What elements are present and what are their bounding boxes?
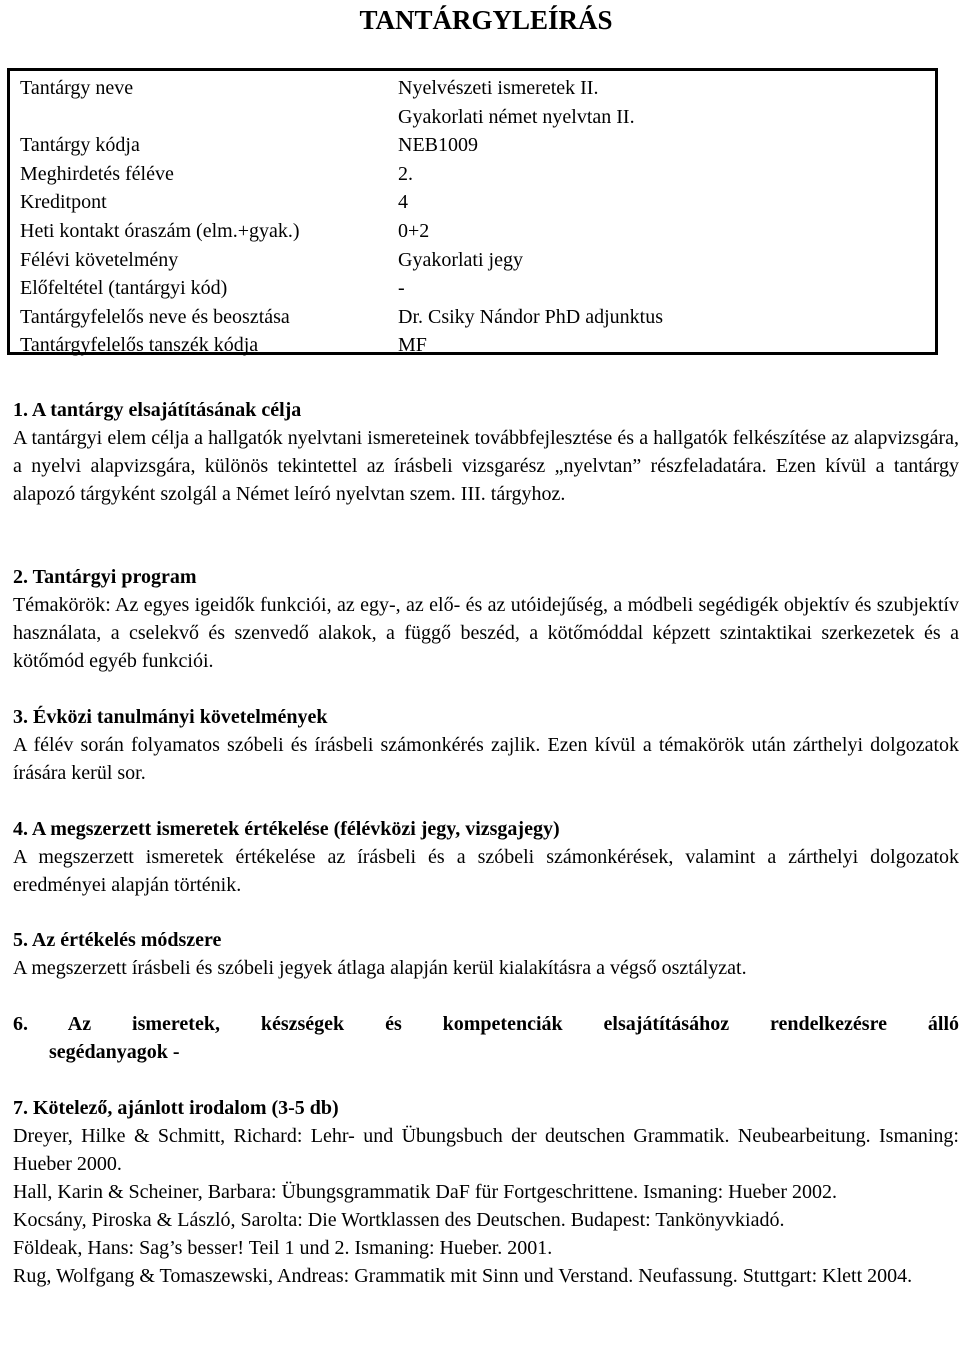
credit-value: 4	[398, 191, 408, 213]
section-1	[13, 396, 959, 508]
semester-label: Meghirdetés féléve	[20, 163, 174, 185]
subject-name-value-1: Nyelvészeti ismeretek II.	[398, 77, 599, 99]
section-3	[13, 703, 959, 787]
row-code	[20, 131, 478, 159]
department-value: MF	[398, 334, 427, 356]
document-title: TANTÁRGYLEÍRÁS	[359, 5, 613, 35]
reference-item: Hall, Karin & Scheiner, Barbara: Übungsgrammatik DaF für Fortgeschrittene. Ismaning: Hueber 2002.	[13, 1181, 837, 1203]
hours-value: 0+2	[398, 220, 430, 242]
row-requirement	[20, 246, 523, 274]
course-info-table	[7, 68, 938, 355]
row-subject-name	[20, 74, 635, 128]
section-6	[13, 1010, 959, 1066]
section-7-heading: 7. Kötelező, ajánlott irodalom (3-5 db)	[13, 1097, 339, 1119]
section-6-heading-line-2: segédanyagok -	[49, 1041, 180, 1063]
section-2	[13, 563, 959, 675]
row-hours	[20, 217, 430, 245]
section-3-body: A félév során folyamatos szóbeli és írásbeli számonkérés zajlik. Ezen kívül a témakörök után zárthelyi dolgozatok írására kerül sor.	[13, 734, 959, 784]
row-department	[20, 331, 427, 359]
section-2-body: Témakörök: Az egyes igeidők funkciói, az egy-, az elő- és az utóidejűség, a módbeli segédigék objektív és szubjektív használata, a cselekvő és szenvedő alakok, a függő beszéd, a kötőmóddal képzett szintaktikai szerkezetek és a kötőmód egyéb funkciói.	[13, 594, 959, 672]
section-2-heading: 2. Tantárgyi program	[13, 566, 197, 588]
section-1-heading: 1. A tantárgy elsajátításának célja	[13, 399, 302, 421]
requirement-value: Gyakorlati jegy	[398, 249, 523, 271]
row-credit	[20, 188, 408, 216]
code-value: NEB1009	[398, 134, 478, 156]
subject-name-label: Tantárgy neve	[20, 77, 134, 99]
section-4	[13, 815, 959, 899]
subject-name-value-2: Gyakorlati német nyelvtan II.	[398, 106, 635, 128]
department-label: Tantárgyfelelős tanszék kódja	[20, 334, 259, 356]
reference-item: Dreyer, Hilke & Schmitt, Richard: Lehr- und Übungsbuch der deutschen Grammatik. Neubearbeitung. Ismaning: Hueber 2000.	[13, 1125, 959, 1175]
row-responsible	[20, 303, 663, 331]
requirement-label: Félévi követelmény	[20, 249, 179, 271]
section-4-body: A megszerzett ismeretek értékelése az írásbeli és a szóbeli számonkérések, valamint a zárthelyi dolgozatok eredményei alapján történik.	[13, 846, 959, 896]
reference-item: Földeak, Hans: Sag’s besser! Teil 1 und 2. Ismaning: Hueber. 2001.	[13, 1237, 553, 1259]
responsible-value: Dr. Csiky Nándor PhD adjunktus	[398, 306, 663, 328]
section-5-heading: 5. Az értékelés módszere	[13, 929, 222, 951]
credit-label: Kreditpont	[20, 191, 107, 213]
reference-item: Rug, Wolfgang & Tomaszewski, Andreas: Grammatik mit Sinn und Verstand. Neufassung. Stuttgart: Klett 2004.	[13, 1265, 913, 1287]
section-6-heading-line-1: 6. Az ismeretek, készségek és kompetenciák elsajátításához rendelkezésre álló	[13, 1013, 959, 1035]
section-3-heading: 3. Évközi tanulmányi követelmények	[13, 706, 328, 728]
responsible-label: Tantárgyfelelős neve és beosztása	[20, 306, 290, 328]
prereq-value: -	[398, 277, 405, 299]
section-7	[13, 1094, 959, 1290]
section-5-body: A megszerzett írásbeli és szóbeli jegyek átlaga alapján kerül kialakításra a végső osztályzat.	[13, 957, 747, 979]
section-1-body: A tantárgyi elem célja a hallgatók nyelvtani ismereteinek továbbfejlesztése és a hallgatók felkészítése az alapvizsgára, a nyelvi alapvizsgára, különös tekintettel az írásbeli vizsgarész „nyelvtan” részfeladatára. Ezen kívül a tantárgy alapozó tárgyként szolgál a Német leíró nyelvtan szem. III. tárgyhoz.	[13, 427, 959, 505]
hours-label: Heti kontakt óraszám (elm.+gyak.)	[20, 220, 300, 242]
code-label: Tantárgy kódja	[20, 134, 140, 156]
semester-value: 2.	[398, 163, 413, 185]
row-prereq	[20, 274, 405, 302]
row-semester	[20, 160, 413, 188]
prereq-label: Előfeltétel (tantárgyi kód)	[20, 277, 228, 299]
section-5	[13, 926, 959, 982]
section-4-heading: 4. A megszerzett ismeretek értékelése (félévközi jegy, vizsgajegy)	[13, 818, 560, 840]
reference-item: Kocsány, Piroska & László, Sarolta: Die Wortklassen des Deutschen. Budapest: Tankönyvkiadó.	[13, 1209, 785, 1231]
